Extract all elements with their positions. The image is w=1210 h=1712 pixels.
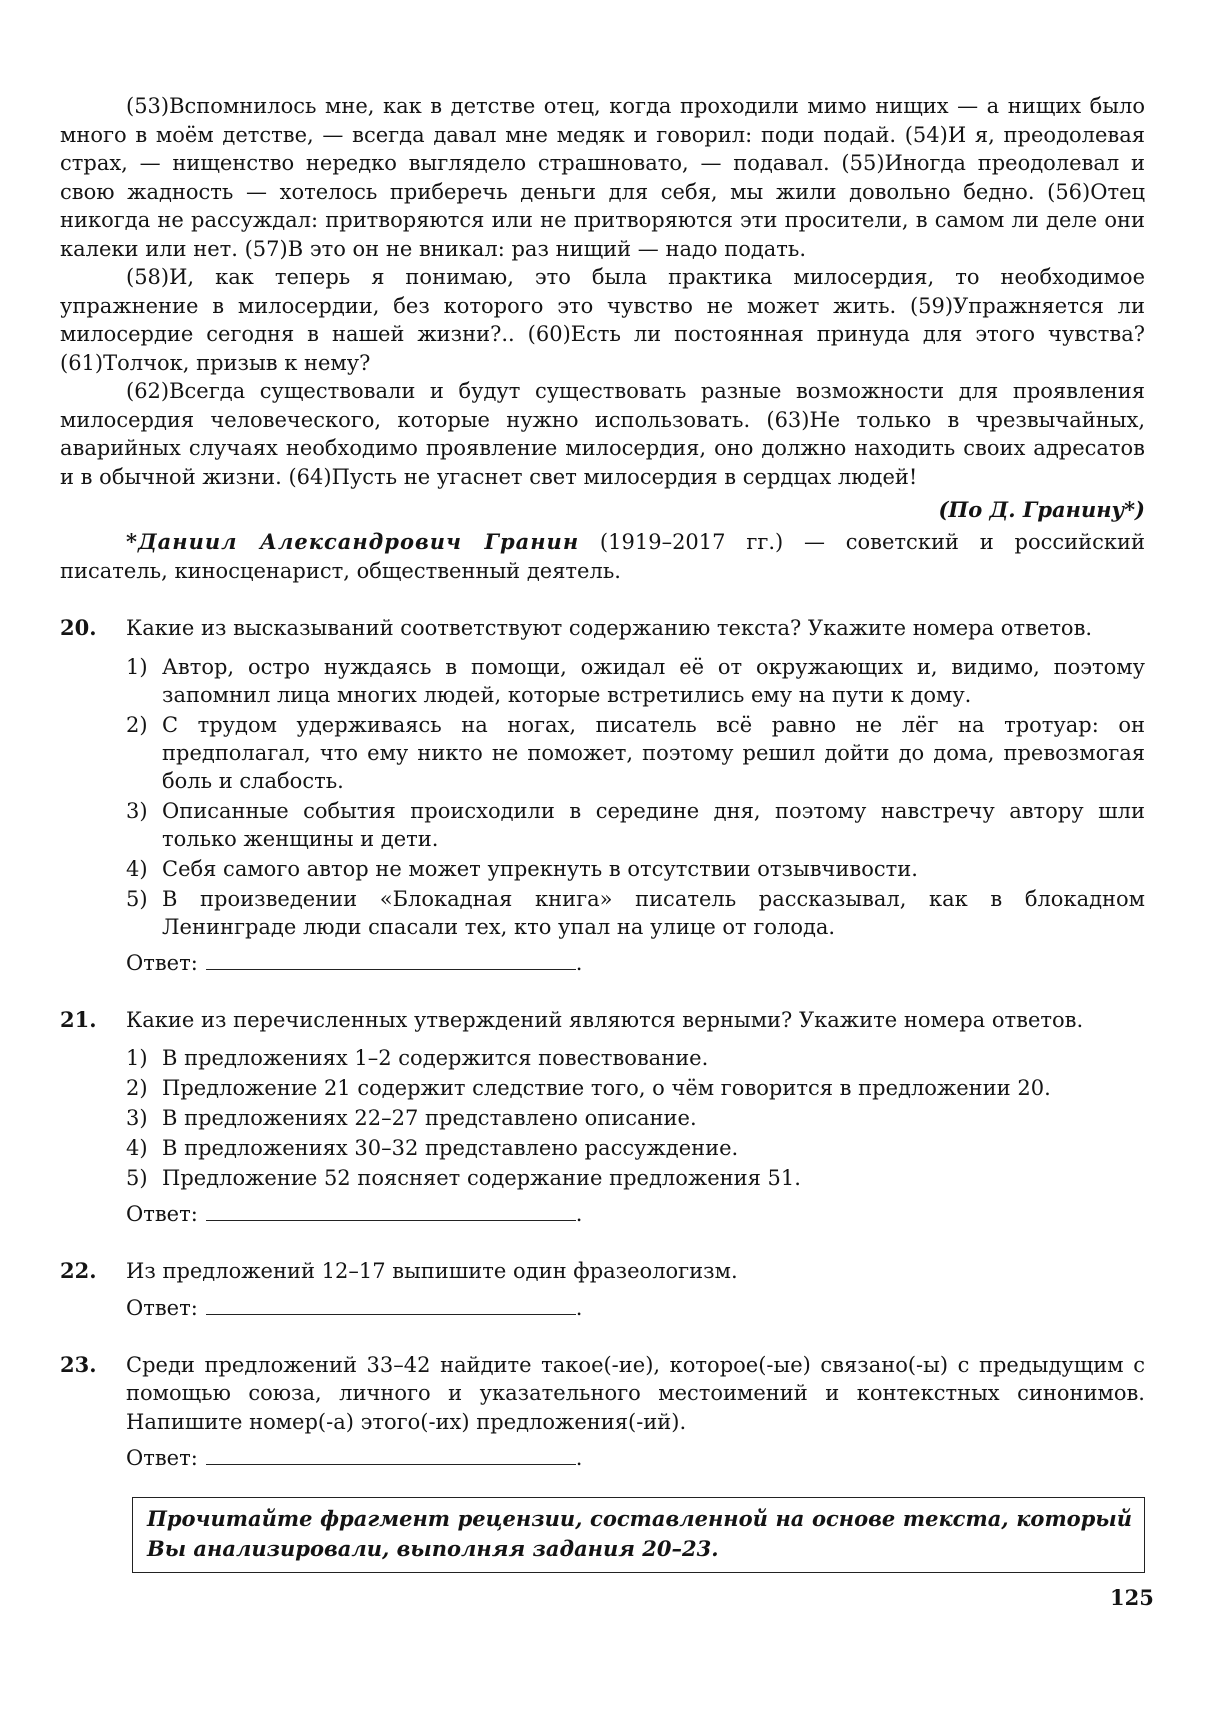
task-23 bbox=[60, 1351, 1145, 1474]
option-text: В произведении «Блокадная книга» писатель рассказывал, как в блокадном Ленинграде люди спасали тех, кто упал на улице от голода. bbox=[162, 886, 1145, 939]
answer-label: Ответ: bbox=[126, 950, 198, 975]
option-text: Описанные события происходили в середине дня, поэтому навстречу автору шли только женщины и дети. bbox=[162, 798, 1145, 851]
task-number: 23. bbox=[60, 1351, 97, 1377]
paragraph: (58)И, как теперь я понимаю, это была практика милосердия, то необходимое упражнение в милосердии, без которого это чувство не может жить. (59)Упражняется ли милосердие сегодня в нашей жизни?.. (60)Есть ли постоянная принуда для этого чувства? (61)Толчок, призыв к нему? bbox=[60, 265, 1145, 375]
answer-options bbox=[126, 653, 1145, 941]
task-question: Среди предложений 33–42 найдите такое(-ие), которое(-ые) связано(-ы) с предыдущим с помощью союза, личного и указательного местоимений и контекстных синонимов. Напишите номер(-а) этого(-их) предложения(-ий). bbox=[126, 1352, 1145, 1434]
option-text: С трудом удерживаясь на ногах, писатель всё равно не лёг на тротуар: он предполагал, что ему никто не поможет, поэтому решил дойти до дома, превозмогая боль и слабость. bbox=[162, 712, 1145, 793]
option-text: Предложение 52 поясняет содержание предложения 51. bbox=[162, 1166, 801, 1190]
option-number: 2) bbox=[126, 1076, 148, 1100]
answer-row: Ответ: . bbox=[126, 1442, 1145, 1473]
task-question: Какие из перечисленных утверждений являются верными? Укажите номера ответов. bbox=[126, 1007, 1084, 1032]
option-text: В предложениях 30–32 представлено рассуждение. bbox=[162, 1136, 739, 1160]
option-number: 3) bbox=[126, 1106, 148, 1130]
option-item bbox=[126, 1104, 1145, 1132]
option-item bbox=[126, 1044, 1145, 1072]
option-number: 4) bbox=[126, 1136, 148, 1160]
author-footnote bbox=[60, 527, 1145, 586]
task-22 bbox=[60, 1257, 1145, 1323]
option-item bbox=[126, 855, 1145, 883]
answer-row: Ответ: . bbox=[126, 947, 1145, 978]
answer-field[interactable] bbox=[206, 947, 576, 970]
option-item bbox=[126, 885, 1145, 941]
option-text: Автор, остро нуждаясь в помощи, ожидал её от окружающих и, видимо, поэтому запомнил лица многих людей, которые встретились ему на пути к дому. bbox=[162, 654, 1145, 707]
task-question: Какие из высказываний соответствуют содержанию текста? Укажите номера ответов. bbox=[126, 616, 1093, 640]
text-source: (По Д. Гранину*) bbox=[938, 497, 1145, 522]
answer-label: Ответ: bbox=[126, 1202, 198, 1226]
page-number: 125 bbox=[1110, 1585, 1154, 1610]
option-text: В предложениях 1–2 содержится повествование. bbox=[162, 1046, 709, 1070]
answer-field[interactable] bbox=[206, 1442, 576, 1465]
page-content bbox=[60, 92, 1145, 1573]
task-20 bbox=[60, 614, 1145, 978]
instruction-box: Прочитайте фрагмент рецензии, составленной на основе текста, который Вы анализировали, выполняя задания 20–23. bbox=[132, 1497, 1145, 1573]
option-number: 4) bbox=[126, 856, 148, 881]
option-text: Себя самого автор не может упрекнуть в отсутствии отзывчивости. bbox=[162, 856, 918, 881]
answer-field[interactable] bbox=[206, 1198, 576, 1221]
option-number: 5) bbox=[126, 1166, 148, 1190]
option-number: 1) bbox=[126, 654, 148, 679]
task-21 bbox=[60, 1006, 1145, 1230]
task-number: 21. bbox=[60, 1006, 97, 1032]
answer-options bbox=[126, 1044, 1145, 1192]
answer-row: Ответ: . bbox=[126, 1198, 1145, 1229]
answer-row: Ответ: . bbox=[126, 1292, 1145, 1323]
option-number: 1) bbox=[126, 1046, 148, 1070]
task-number: 22. bbox=[60, 1258, 97, 1283]
option-text: В предложениях 22–27 представлено описание. bbox=[162, 1106, 697, 1130]
option-number: 3) bbox=[126, 798, 148, 823]
task-number: 20. bbox=[60, 615, 97, 640]
option-item bbox=[126, 1164, 1145, 1192]
answer-field[interactable] bbox=[206, 1292, 576, 1315]
paragraph: (53)Вспомнилось мне, как в детстве отец, когда проходили мимо нищих — а нищих было много в моём детстве, — всегда давал мне медяк и говорил: поди подай. (54)И я, преодолевая страх, — нищенство нередко выглядело страшновато, — подавал. (55)Иногда преодолевал и свою жадность — хотелось приберечь деньги для себя, мы жили довольно бедно. (56)Отец никогда не рассуждал: притворяются или не притворяются эти просители, в самом ли деле они калеки или нет. (57)В это он не вникал: раз нищий — надо подать. bbox=[60, 94, 1145, 261]
option-item bbox=[126, 1074, 1145, 1102]
footnote-author-name: *Даниил Александрович Гранин bbox=[126, 529, 580, 554]
option-item bbox=[126, 797, 1145, 853]
option-text: Предложение 21 содержит следствие того, о чём говорится в предложении 20. bbox=[162, 1076, 1051, 1100]
answer-label: Ответ: bbox=[126, 1295, 198, 1320]
option-item bbox=[126, 653, 1145, 709]
option-number: 5) bbox=[126, 886, 148, 911]
paragraph: (62)Всегда существовали и будут существовать разные возможности для проявления милосердия человеческого, которые нужно использовать. (63)Не только в чрезвычайных, аварийных случаях необходимо проявление милосердия, оно должно находить своих адресатов и в обычной жизни. (64)Пусть не угаснет свет милосердия в сердцах людей! bbox=[60, 379, 1145, 489]
option-number: 2) bbox=[126, 712, 148, 737]
option-item bbox=[126, 1134, 1145, 1162]
footnote-text: (1919–2017 гг.) — советский и российский писатель, киносценарист, общественный деятель. bbox=[60, 530, 1146, 583]
answer-label: Ответ: bbox=[126, 1446, 198, 1470]
option-item bbox=[126, 711, 1145, 795]
task-question: Из предложений 12–17 выпишите один фразеологизм. bbox=[126, 1259, 738, 1283]
